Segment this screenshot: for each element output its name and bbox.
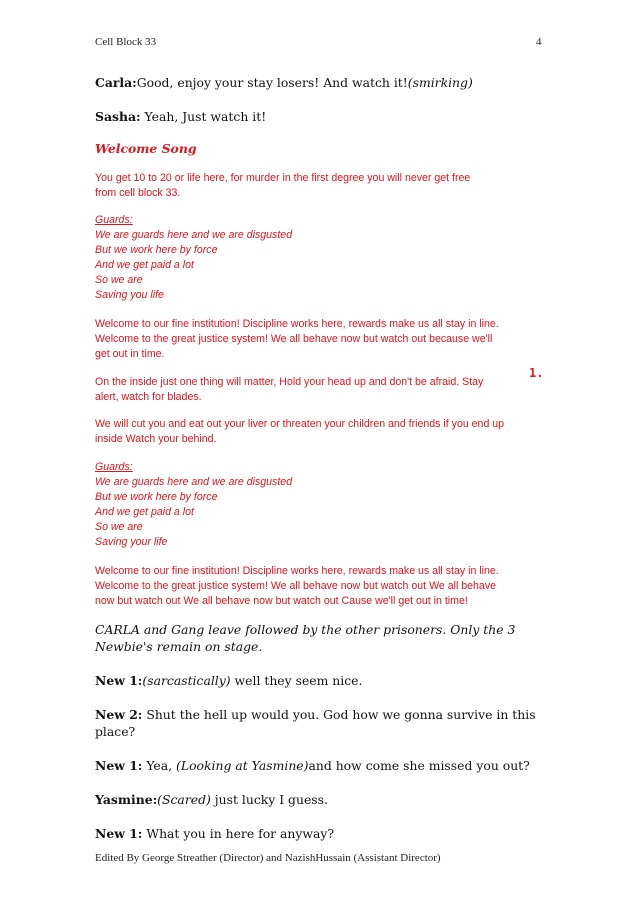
dialogue-text: Yeah, Just watch it! [140, 109, 267, 124]
speaker-name: New 1: [95, 826, 143, 841]
speaker-name: Carla: [95, 75, 137, 90]
stage-direction-inline: (Scared) [157, 792, 211, 807]
speaker-name: New 1: [95, 673, 143, 688]
dialogue-line [95, 757, 547, 774]
script-body [95, 74, 547, 842]
dialogue-text: just lucky I guess. [210, 792, 328, 807]
footer-credits: Edited By George Streather (Director) and NazishHussain (Assistant Director) [95, 852, 441, 864]
speaker-name: Yasmine: [95, 792, 158, 807]
dialogue-line [95, 825, 547, 842]
page-number: 4 [536, 36, 542, 48]
dialogue-line [95, 706, 547, 740]
lyric-verse-inside: On the inside just one thing will matter, Hold your head up and don't be afraid. Stay alert, watch for blades. [95, 376, 484, 403]
speaker-name: New 2: [95, 707, 143, 722]
header-title: Cell Block 33 [95, 36, 157, 48]
song-title: Welcome Song [95, 141, 197, 156]
lyric-intro: You get 10 to 20 or life here, for murder in the first degree you will never get free from cell block 33. [95, 172, 471, 199]
dialogue-text: What you in here for anyway? [142, 826, 335, 841]
dialogue-line [95, 74, 547, 91]
guards-verse: We are guards here and we are disgusted But we work here by force And we get paid a lot So we are Saving you life [95, 229, 293, 301]
stage-direction-inline: (Looking at Yasmine) [176, 758, 309, 773]
speaker-name: New 1: [95, 758, 143, 773]
stage-direction-inline: (sarcastically) [142, 673, 231, 688]
section-marker: 1. [529, 366, 544, 380]
dialogue-line [95, 672, 547, 689]
lyric-chorus: Welcome to our fine institution! Discipline works here, rewards make us all stay in line. Welcome to the great justice system! We all behave now but watch out because we'll get out in time. [95, 318, 499, 360]
guards-label: Guards: [95, 214, 133, 226]
guards-verse: We are guards here and we are disgusted But we work here by force And we get paid a lot So we are Saving your life [95, 476, 293, 548]
dialogue-line [95, 108, 547, 125]
dialogue-text: and how come she missed you out? [308, 758, 530, 773]
dialogue-text: Yea, [142, 758, 177, 773]
lyric-verse-cut: We will cut you and eat out your liver or threaten your children and friends if you end up inside Watch your behind. [95, 418, 505, 445]
dialogue-text: Shut the hell up would you. God how we gonna survive in this place? [95, 707, 536, 739]
dialogue-text: Good, enjoy your stay losers! And watch it! [136, 75, 408, 90]
dialogue-text: well they seem nice. [230, 673, 363, 688]
stage-direction-inline: (smirking) [407, 75, 473, 90]
stage-direction: CARLA and Gang leave followed by the other prisoners. Only the 3 Newbie's remain on stage. [95, 622, 516, 654]
dialogue-line [95, 791, 547, 808]
lyric-chorus: Welcome to our fine institution! Discipline works here, rewards make us all stay in line. Welcome to the great justice system! We all behave now but watch out We all behave now but watch out We all behave now but watch out Cause we'll get out in time! [95, 565, 499, 607]
speaker-name: Sasha: [95, 109, 141, 124]
guards-label: Guards: [95, 461, 133, 473]
